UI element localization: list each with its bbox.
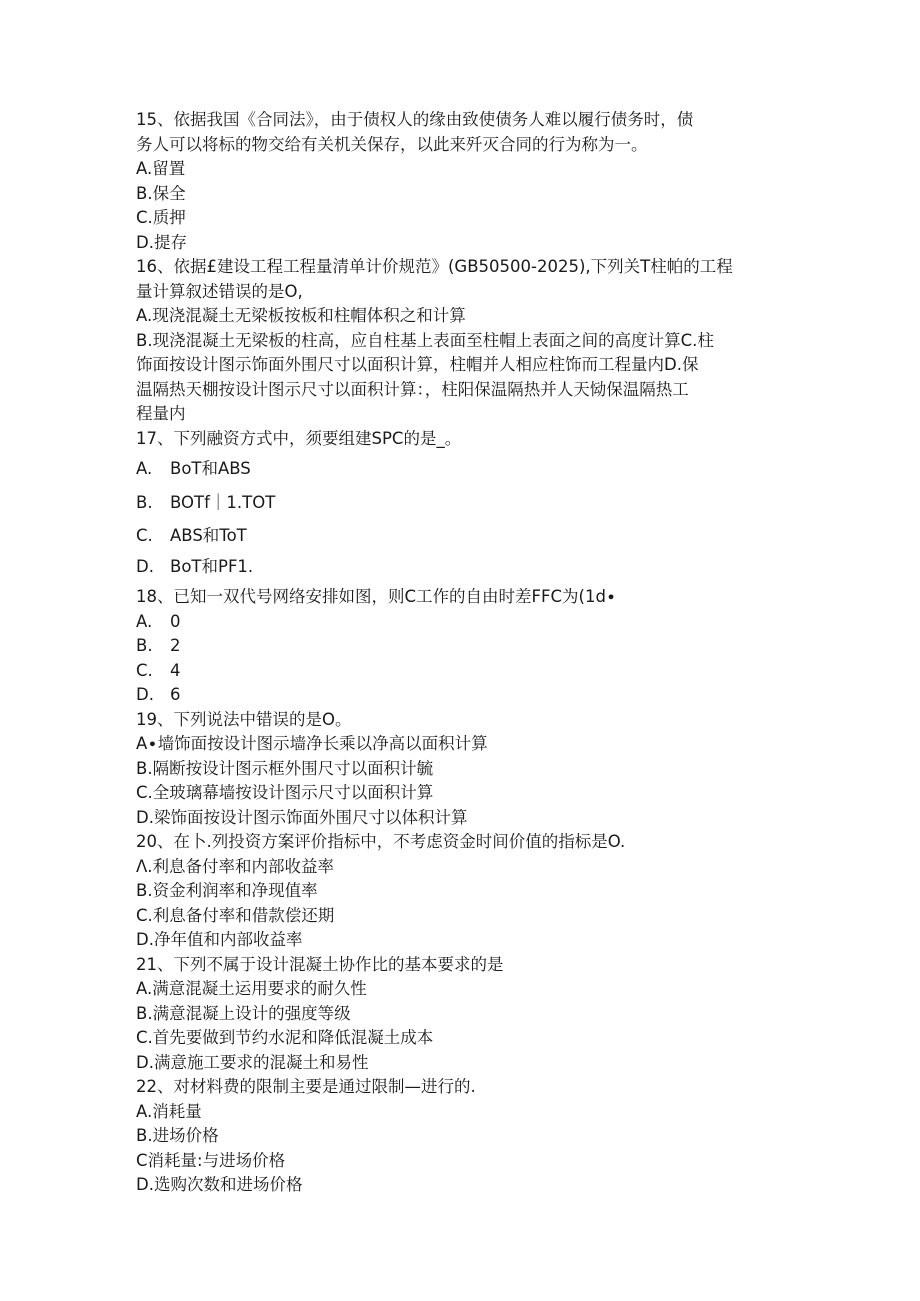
option-d: D.梁饰面按设计图示饰面外围尺寸以体积计算: [136, 807, 468, 827]
question-stem: 19、下列说法中错误的是O。: [136, 709, 352, 729]
option-b: B.隔断按设计图示框外围尺寸以面积计毓: [136, 758, 434, 778]
option-d: [136, 555, 786, 580]
question-stem: 22、对材料费的限制主要是通过限制—进行的.: [136, 1077, 476, 1096]
option-d: 温隔热天棚按设计图示尺寸以面积计算：，柱阳保温隔热并人天恸保温隔热工: [136, 379, 689, 399]
question-stem: 16、依据£建设工程工程量清单计价规范》(GB50500-2025),下列关T柱帕的工程: [136, 257, 733, 276]
option-d: D.提存: [136, 232, 187, 252]
option-c: C.质押: [136, 208, 186, 227]
option-b: B.保全: [136, 183, 186, 203]
question-21: [136, 953, 786, 1076]
option-text: BOTf｜1.TOT: [170, 492, 276, 512]
option-a: A.消耗量: [136, 1101, 202, 1121]
option-letter: C.: [136, 526, 153, 545]
option-text: BoT和PF1.: [170, 556, 254, 576]
question-20: [136, 830, 786, 953]
option-a: A∙墙饰面按设计图示墙净长乘以净高以面积计算: [136, 734, 488, 753]
option-c: [136, 659, 786, 684]
option-letter: A.: [136, 459, 153, 478]
option-letter: C.: [136, 660, 153, 680]
document-page: [136, 108, 786, 1198]
question-19: [136, 708, 786, 831]
question-18: [136, 585, 786, 708]
option-letter: B.: [136, 636, 153, 655]
option-letter: B.: [136, 492, 153, 512]
option-text: 0: [170, 611, 181, 631]
question-stem: 务人可以将标的物交给有关机关保存，以此来歼灭合同的行为称为一。: [136, 134, 648, 154]
question-stem: 20、在卜.列投资方案评价指标中，不考虑资金时间价值的指标是O.: [136, 832, 626, 851]
option-text: BoT和ABS: [170, 459, 251, 478]
question-22: [136, 1075, 786, 1198]
option-letter: D.: [136, 556, 154, 576]
question-16: [136, 255, 786, 427]
option-b: [136, 491, 786, 516]
question-stem: 18、已知一双代号网络安排如图，则C工作的自由时差FFC为(1d∙: [136, 587, 617, 606]
option-c: 饰面按设计图示饰面外围尺寸以面积计算，柱帽并人相应柱饰而工程量内D.保: [136, 355, 699, 374]
option-a: A.现浇混凝土无梁板按板和柱帽体积之和计算: [136, 306, 466, 325]
option-a: [136, 610, 786, 635]
option-letter: A.: [136, 611, 153, 631]
option-d: D.选购次数和进场价格: [136, 1175, 303, 1194]
option-text: ABS和ToT: [170, 526, 247, 545]
question-15: [136, 108, 786, 255]
option-a: A.留置: [136, 159, 186, 178]
option-d-continued: 程量内: [136, 404, 186, 423]
option-b: B.现浇混凝土无梁板的柱高，应自柱基上表面至柱帽上表面之间的高度计算C.柱: [136, 330, 714, 350]
option-a: Λ.利息备付率和内部收益率: [136, 856, 335, 876]
option-c: C消耗量:与进场价格: [136, 1150, 286, 1170]
option-b: B.进场价格: [136, 1126, 219, 1145]
option-text: 6: [170, 685, 181, 704]
question-stem: 21、下列不属于设计混凝土协作比的基本要求的是: [136, 954, 504, 974]
option-c: C.利息备付率和借款偿还期: [136, 905, 335, 925]
option-d: D.净年值和内部收益率: [136, 930, 303, 949]
option-b: B.资金利润率和净现值率: [136, 881, 318, 900]
option-c: C.全玻璃幕墙按设计图示尺寸以面积计算: [136, 783, 434, 802]
question-stem: 17、下列融资方式中，须要组建SPC的是_。: [136, 428, 462, 448]
option-b: B.满意混凝上设计的强度等级: [136, 1003, 351, 1023]
option-b: [136, 634, 786, 659]
option-letter: D.: [136, 685, 154, 704]
question-stem: 15、依据我国《合同法》，由于债权人的缘由致使债务人难以履行债务时，债: [136, 110, 694, 129]
option-c: [136, 524, 786, 549]
option-a: [136, 457, 786, 482]
question-17: [136, 427, 786, 580]
option-c: C.首先要做到节约水泥和降低混凝土成本: [136, 1028, 434, 1047]
option-d: D.满意施工要求的混凝土和易性: [136, 1052, 369, 1072]
option-a: A.满意混凝土运用要求的耐久性: [136, 979, 367, 998]
question-stem: 量计算叙述错误的是O,: [136, 281, 303, 301]
option-d: [136, 683, 786, 708]
option-text: 2: [170, 636, 181, 655]
option-text: 4: [170, 660, 181, 680]
